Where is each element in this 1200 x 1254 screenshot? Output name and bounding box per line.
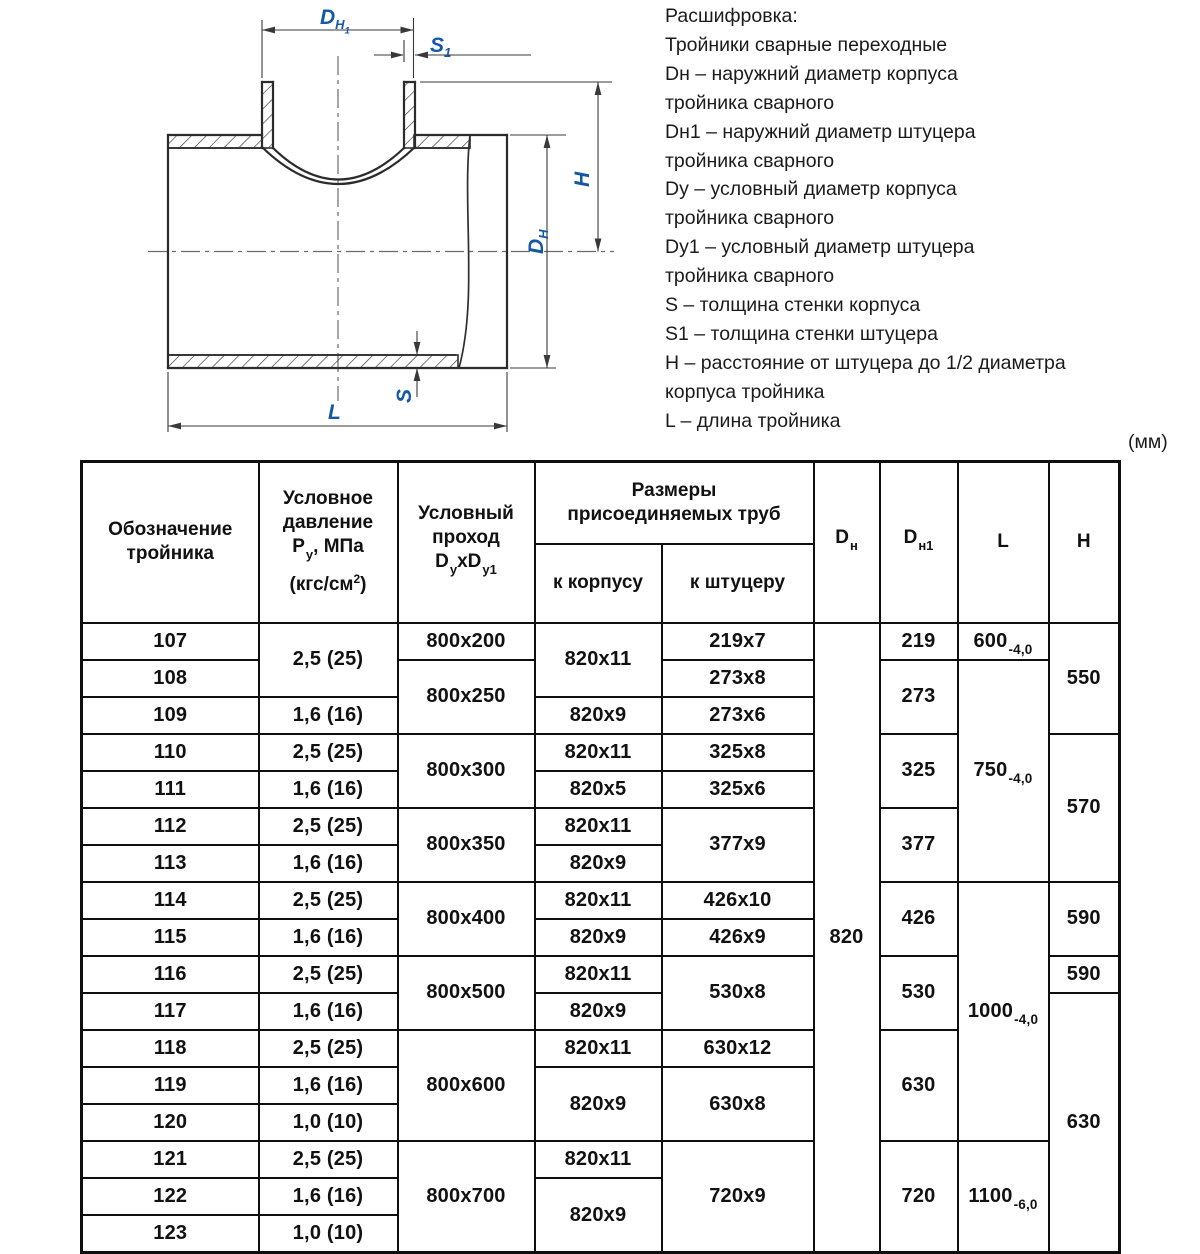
table-cell: 122 (82, 1178, 259, 1215)
table-cell: 109 (82, 697, 259, 734)
tolerance-subscript: -4,0 (1014, 1011, 1039, 1027)
table-cell: 1,6 (16) (259, 1067, 398, 1104)
table-cell: 121 (82, 1141, 259, 1178)
tee-drawing (0, 0, 660, 450)
col-header-dn: $D_н$ (814, 462, 880, 623)
legend-line: S – толщина стенки корпуса (665, 294, 921, 317)
legend (665, 2, 1190, 436)
legend-line: Dу – условный диаметр корпуса (665, 178, 957, 201)
table-cell: 110 (82, 734, 259, 771)
table-cell: 219x7 (662, 623, 814, 660)
table-cell: 630x12 (662, 1030, 814, 1067)
table-cell: 820x9 (535, 845, 662, 882)
table-cell: $1000_{-4,0}$ (958, 882, 1049, 1141)
tolerance-subscript: -4,0 (1008, 641, 1033, 657)
legend-line: тройника сварного (665, 91, 835, 114)
legend-line: тройника сварного (665, 265, 835, 288)
table-cell: 800x700 (398, 1141, 535, 1252)
dim-s1 (374, 40, 531, 62)
legend-line: L – длина тройника (665, 409, 841, 432)
table-cell: 820x9 (535, 919, 662, 956)
table-cell: 2,5 (25) (259, 1141, 398, 1178)
table-cell: 325x6 (662, 771, 814, 808)
tolerance-subscript: -4,0 (1008, 771, 1033, 787)
table-cell: 800x250 (398, 660, 535, 734)
dim-h (420, 82, 612, 252)
table-cell: 820 (814, 623, 880, 1253)
table-cell: 1,6 (16) (259, 845, 398, 882)
table-cell: 1,6 (16) (259, 1178, 398, 1215)
table-cell: 820x9 (535, 1178, 662, 1252)
col-header-h: H (1049, 462, 1120, 623)
dim-label-s: S (393, 388, 416, 403)
table-cell: 325 (880, 734, 958, 808)
table-cell: 113 (82, 845, 259, 882)
pipe-walls-hatch (168, 82, 470, 368)
table-cell: $1100_{-6,0}$ (958, 1141, 1049, 1252)
table-cell: 550 (1049, 623, 1120, 734)
table-cell: 590 (1049, 956, 1120, 993)
table-cell: 2,5 (25) (259, 808, 398, 845)
table-cell: 123 (82, 1215, 259, 1252)
table-cell: 530 (880, 956, 958, 1030)
table-cell: 117 (82, 993, 259, 1030)
table-cell: 219 (880, 623, 958, 660)
legend-line: Dн – наружний диаметр корпуса (665, 62, 958, 85)
legend-line: H – расстояние от штуцера до 1/2 диаметра (665, 351, 1066, 374)
table-cell: $600_{-4,0}$ (958, 623, 1049, 660)
table-cell: 820x11 (535, 734, 662, 771)
col-header-to_branch: к штуцеру (662, 544, 814, 623)
table-cell: 426x9 (662, 919, 814, 956)
table-cell: 107 (82, 623, 259, 660)
col-header-pressure: Условное давление $P_у$, МПа $(кгс/см^2)$ (259, 462, 398, 623)
table-cell: 2,5 (25) (259, 734, 398, 771)
table-row (82, 623, 1120, 660)
table-cell: 720 (880, 1141, 958, 1252)
table-cell: 377x9 (662, 808, 814, 882)
table-cell: 114 (82, 882, 259, 919)
table-cell: 820x11 (535, 623, 662, 697)
table-cell: 820x11 (535, 956, 662, 993)
table-cell: 820x11 (535, 808, 662, 845)
col-header-designation: Обозначение тройника (82, 462, 259, 623)
col-header-pass: Условный проход $D_уxD_{у1}$ (398, 462, 535, 623)
legend-line: тройника сварного (665, 207, 835, 230)
table-cell: 530x8 (662, 956, 814, 1030)
table-cell: 426 (880, 882, 958, 956)
table-cell: 800x350 (398, 808, 535, 882)
table-body (82, 623, 1120, 1253)
dim-label-dn: $D_Н$ (525, 229, 551, 254)
dim-label-l: L (328, 401, 341, 424)
table-cell: 800x400 (398, 882, 535, 956)
legend-line: S1 – толщина стенки штуцера (665, 322, 938, 345)
table-cell: 800x600 (398, 1030, 535, 1141)
table-cell: 2,5 (25) (259, 956, 398, 993)
table-cell: 630x8 (662, 1067, 814, 1141)
legend-line: Dу1 – условный диаметр штуцера (665, 236, 975, 259)
table-cell: 820x11 (535, 882, 662, 919)
table-row (82, 1141, 1120, 1178)
table-cell: 2,5 (25) (259, 882, 398, 919)
table-cell: 273 (880, 660, 958, 734)
table-cell: 426x10 (662, 882, 814, 919)
legend-line: Тройники сварные переходные (665, 33, 948, 56)
table-cell: 273x8 (662, 660, 814, 697)
col-header-l: L (958, 462, 1049, 623)
col-header-to_body: к корпусу (535, 544, 662, 623)
table-cell: 820x11 (535, 1030, 662, 1067)
tolerance-subscript: -6,0 (1013, 1197, 1038, 1213)
dim-label-dn1: $D_{Н1}$ (320, 6, 350, 37)
table-cell: 1,6 (16) (259, 771, 398, 808)
table-cell: 325x8 (662, 734, 814, 771)
table-cell: 820x9 (535, 1067, 662, 1141)
table-cell: 111 (82, 771, 259, 808)
table-cell: 115 (82, 919, 259, 956)
table-cell: 820x11 (535, 1141, 662, 1178)
dim-s1-arrows (391, 52, 428, 59)
table-cell: 820x5 (535, 771, 662, 808)
table-cell: 800x300 (398, 734, 535, 808)
table-cell: 1,6 (16) (259, 697, 398, 734)
table-cell: $750_{-4,0}$ (958, 660, 1049, 882)
col-header-dn1: $D_{н1}$ (880, 462, 958, 623)
legend-line: Расшифровка: (665, 5, 798, 27)
legend-line: тройника сварного (665, 149, 835, 172)
table-cell: 377 (880, 808, 958, 882)
table-cell: 590 (1049, 882, 1120, 956)
table-cell: 116 (82, 956, 259, 993)
table-cell: 630 (880, 1030, 958, 1141)
dim-label-h: H (571, 171, 594, 187)
units-note: (мм) (1128, 431, 1168, 453)
table-cell: 2,5 (25) (259, 1030, 398, 1067)
table-cell: 720x9 (662, 1141, 814, 1252)
col-header-pipes_group: Размеры присоединяемых труб (535, 462, 814, 544)
centerlines (148, 56, 614, 401)
dim-label-s1: $S_1$ (430, 34, 452, 60)
table-cell: 2,5 (25) (259, 623, 398, 697)
table-cell: 1,6 (16) (259, 993, 398, 1030)
dimensions-table (80, 460, 1121, 1254)
table-cell: 108 (82, 660, 259, 697)
table-cell: 1,6 (16) (259, 919, 398, 956)
table-cell: 1,0 (10) (259, 1104, 398, 1141)
table-cell: 570 (1049, 734, 1120, 882)
table-cell: 118 (82, 1030, 259, 1067)
table-cell: 630 (1049, 993, 1120, 1253)
table-cell: 800x200 (398, 623, 535, 660)
table-cell: 1,0 (10) (259, 1215, 398, 1252)
table-cell: 800x500 (398, 956, 535, 1030)
table-cell: 119 (82, 1067, 259, 1104)
table-cell: 273x6 (662, 697, 814, 734)
table-header (82, 462, 1120, 623)
table-cell: 120 (82, 1104, 259, 1141)
table-cell: 112 (82, 808, 259, 845)
legend-line: корпуса тройника (665, 380, 825, 403)
legend-line: Dн1 – наружний диаметр штуцера (665, 120, 976, 143)
table-cell: 820x9 (535, 697, 662, 734)
table-row (82, 882, 1120, 919)
table-cell: 820x9 (535, 993, 662, 1030)
